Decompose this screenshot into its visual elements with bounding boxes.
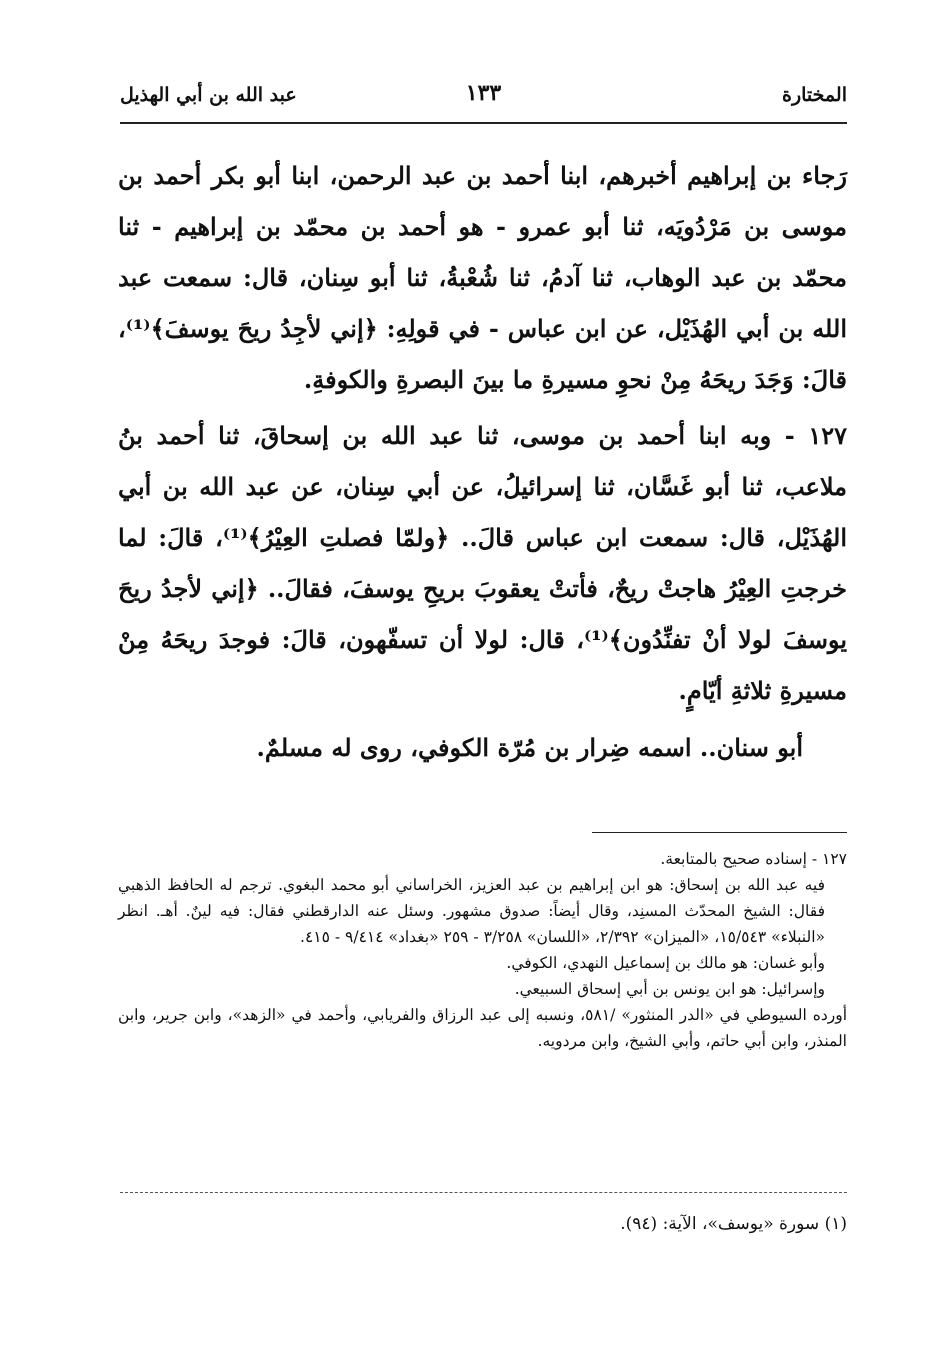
paragraph-narrator-note: أبو سنان.. اسمه ضِرار بن مُرّة الكوفي، روى له مسلمٌ. <box>256 733 803 762</box>
reference-divider <box>120 1192 847 1193</box>
header-book-title: المختارة <box>782 84 847 106</box>
running-header <box>120 80 847 120</box>
note-narrator-1: فيه عبد الله بن إسحاق: هو ابن إبراهيم بن عبد العزيز، الخراساني أبو محمد البغوي. ترجم له الحافظ الذهبي فقال: الشيخ المحدّث المسنِد، وقال أيضاً: صدوق مشهور. وسئل عنه الدارقطني فقال: فيه لينٌ. أهـ. انظر «النبلاء» ١٥/٥٤٣، «الميزان» ٢/٣٩٢، «اللسان» ٣/٢٥٨ - ٢٥٩ «بغداد» ٩/٤١٤ - ٤١٥. <box>118 876 825 946</box>
note-grading: ١٢٧ - إسناده صحيح بالمتابعة. <box>660 850 847 868</box>
paragraph-continuation: رَجاء بن إبراهيم أخبرهم، ابنا أحمد بن عبد الرحمن، ابنا أبو بكر أحمد بن موسى بن مَرْدُويَه، ثنا أبو عمرو - هو أحمد بن محمّد بن إبراهيم - ثنا محمّد بن عبد الوهاب، ثنا آدمُ، ثنا شُعْبةُ، ثنا أبو سِنان، قال: سمعت عبد الله بن أبي الهُذَيْل، عن ابن عباس - في قولِهِ: ﴿إني لأجِدُ ريحَ يوسفَ﴾⁽¹⁾، قالَ: وَجَدَ ريحَهُ مِنْ نحوِ مسيرةِ ما بينَ البصرةِ والكوفةِ. <box>118 161 847 394</box>
note-narrator-2: وأبو غسان: هو مالك بن إسماعيل النهدي، الكوفي. <box>506 954 825 972</box>
main-text <box>118 150 847 773</box>
note-narrator-3: وإسرائيل: هو ابن يونس بن أبي إسحاق السبيعي. <box>514 980 825 998</box>
paragraph-hadith-127: ١٢٧ - وبه ابنا أحمد بن موسى، ثنا عبد الله بن إسحاقَ، ثنا أحمد بنُ ملاعب، ثنا أبو غَسَّان، ثنا إسرائيلُ، عن أبي سِنان، عن عبد الله بن أبي الهُذَيْل، قال: سمعت ابن عباس قالَ.. ﴿ولمّا فصلتِ العِيْرُ﴾⁽¹⁾، قالَ: لما خرجتِ العِيْرُ هاجتْ ريحٌ، فأتتْ يعقوبَ بريحِ يوسفَ، فقالَ.. ﴿إني لأجدُ ريحَ يوسفَ لولا أنْ تفنِّدُون﴾⁽¹⁾، قال: لولا أن تسفّهون، قالَ: فوجدَ ريحَهُ مِنْ مسيرةِ ثلاثةِ أيّامٍ. <box>118 421 847 705</box>
header-divider <box>120 122 847 124</box>
header-chapter-title: عبد الله بن أبي الهذيل <box>120 84 297 106</box>
quran-reference-footnote: (١) سورة «يوسف»، الآية: (٩٤). <box>620 1214 847 1234</box>
commentary-notes <box>118 846 847 1054</box>
footnote-divider <box>592 832 847 833</box>
note-sources: أورده السيوطي في «الدر المنثور» /٥٨١، ونسبه إلى عبد الرزاق والفريابي، وأحمد في «الزهد»، وابن جرير، وابن المنذر، وابن أبي حاتم، وأبي الشيخ، وابن مردويه. <box>118 1006 847 1050</box>
page-number: ١٣٣ <box>465 80 502 106</box>
